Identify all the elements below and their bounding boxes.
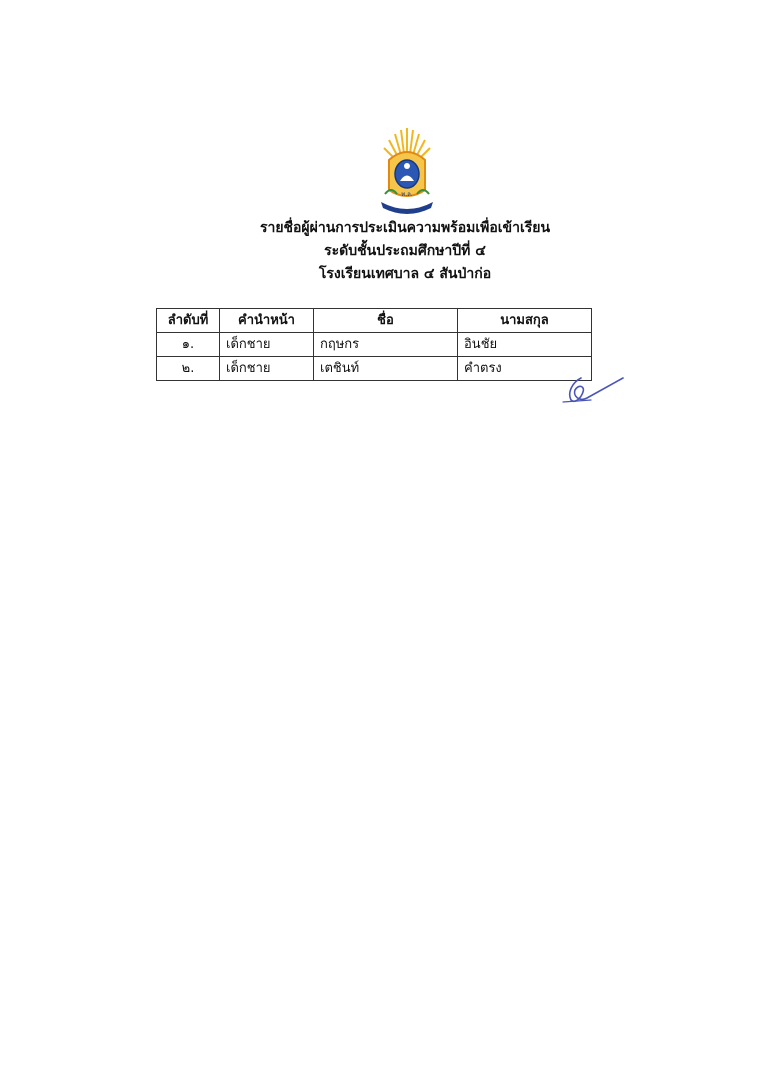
table-row: [157, 333, 592, 357]
document-title: [0, 217, 768, 286]
school-emblem-icon: [375, 124, 439, 216]
roster-table: [156, 308, 592, 381]
column-header-prefix: คำนำหน้า: [220, 309, 314, 333]
title-line: รายชื่อผู้ผ่านการประเมินความพร้อมเพื่อเข้าเรียน: [259, 220, 551, 236]
subtitle-grade: ระดับชั้นประถมศึกษาปีที่ ๔: [324, 243, 486, 259]
column-header-order: ลำดับที่: [157, 309, 220, 333]
cell-name: เตชินท์: [314, 357, 458, 381]
cell-prefix: เด็กชาย: [220, 357, 314, 381]
handwritten-signature-icon: [561, 372, 627, 406]
column-header-name: ชื่อ: [314, 309, 458, 333]
table-row: [157, 357, 592, 381]
emblem-text: ท.ล.: [401, 191, 413, 198]
subtitle-school: โรงเรียนเทศบาล ๔ สันป่าก่อ: [318, 266, 492, 282]
cell-prefix: เด็กชาย: [220, 333, 314, 357]
cell-name: กฤษกร: [314, 333, 458, 357]
column-header-surname: นามสกุล: [458, 309, 592, 333]
cell-order: ๒.: [157, 357, 220, 381]
cell-surname: คำตรง: [458, 357, 592, 381]
table-header-row: [157, 309, 592, 333]
cell-order: ๑.: [157, 333, 220, 357]
cell-surname: อินชัย: [458, 333, 592, 357]
